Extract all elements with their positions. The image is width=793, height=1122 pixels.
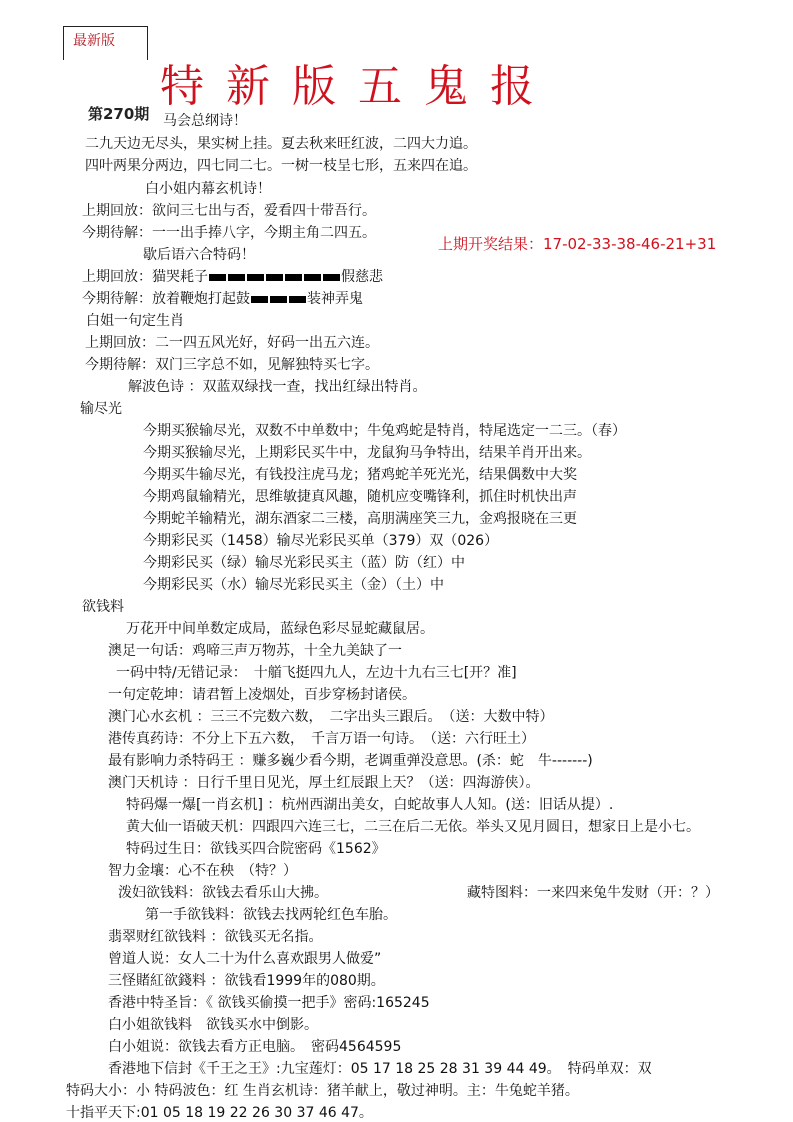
redaction-block-icon xyxy=(247,274,264,281)
line-text: 欲钱料 xyxy=(82,599,124,615)
line-text: 输尽光 xyxy=(80,401,122,417)
line-text: 今期彩民买（绿）输尽光彩民买主（蓝）防（红）中 xyxy=(143,555,465,571)
text-line xyxy=(143,532,498,550)
text-line xyxy=(108,686,416,704)
redaction-block-icon xyxy=(285,274,302,281)
line-text: 上期回放：欲问三七出与否，爱看四十带吾行。 xyxy=(82,203,376,219)
text-line xyxy=(66,1082,579,1100)
text-line xyxy=(108,950,381,968)
line-text: 曾道人说：女人二十为什么喜欢跟男人做爱” xyxy=(108,951,382,967)
line-text: 今期待解：放着鞭炮打起鼓 xyxy=(82,291,250,307)
line-text: 白小姐欲钱料 欲钱买水中倒影。 xyxy=(108,1017,318,1033)
last-draw-result xyxy=(438,233,716,254)
text-line xyxy=(467,884,719,902)
text-line xyxy=(66,1104,373,1122)
text-line xyxy=(85,334,379,352)
text-line xyxy=(82,202,376,220)
text-line xyxy=(86,312,184,330)
line-text: 港传真药诗：不分上下五六数， 千言万语一句诗。 （送：六行旺土） xyxy=(108,731,535,747)
text-line xyxy=(108,928,322,946)
text-line xyxy=(143,444,591,462)
line-text: 一码中特/无错记录： 十艏飞挺四九人，左边十九右三七[开？准] xyxy=(116,665,517,681)
line-text: 翡翠财红欲钱料 ：欲钱买无名指。 xyxy=(108,929,323,945)
text-line xyxy=(143,576,444,594)
text-line xyxy=(85,157,477,175)
redaction-block-icon xyxy=(304,274,321,281)
text-line xyxy=(85,135,477,153)
line-text: 歇后语六合特码！ xyxy=(143,247,255,263)
line-text: 白姐一句定生肖 xyxy=(86,313,184,329)
text-line xyxy=(143,488,577,506)
text-line xyxy=(126,818,700,836)
line-text: 藏特图料：一来四来兔牛发财（开：？） xyxy=(467,885,719,901)
text-line xyxy=(108,862,297,880)
line-text: 第一手欲钱料：欲钱去找两轮红色车胎。 xyxy=(145,907,397,923)
redaction-block-icon xyxy=(323,274,340,281)
text-line xyxy=(118,884,328,902)
line-text: 万花开中间单数定成局，蓝绿色彩尽显蛇藏鼠居。 xyxy=(126,621,434,637)
line-text: 马会总纲诗！ xyxy=(163,113,247,129)
line-text: 今期鸡鼠输精光，思维敏捷真风趣，随机应变嘴锋利，抓住时机快出声 xyxy=(143,489,577,505)
redaction-block-icon xyxy=(228,274,245,281)
line-text: 白小姐内幕玄机诗！ xyxy=(145,181,271,197)
line-text: 特码爆一爆[一肖玄机] ：杭州西湖出美女，白蛇故事人人知。(送：旧话从提）. xyxy=(126,797,614,813)
line-text: 智力金壤：心不在秧 （特？） xyxy=(108,863,297,879)
line-text: 香港地下信封《千王之王》:九宝莲灯：05 17 18 25 28 31 39 44 49。 特码单双：双 xyxy=(108,1061,652,1077)
text-line xyxy=(108,1016,318,1034)
text-line xyxy=(108,730,535,748)
text-line xyxy=(163,112,247,130)
line-text: 特码过生日：欲钱买四合院密码《1562》 xyxy=(126,841,386,857)
version-badge xyxy=(63,26,148,60)
version-badge-label: 最新版 xyxy=(73,33,115,49)
redaction-block-icon xyxy=(251,296,268,303)
text-line xyxy=(108,1060,652,1078)
line-text: 四叶两果分两边，四七同二七。一树一枝呈七形，五来四在追。 xyxy=(85,158,477,174)
redaction-block-icon xyxy=(209,274,226,281)
text-line xyxy=(143,554,465,572)
line-text: 解波色诗 ：双蓝双绿找一查，找出红绿出特肖。 xyxy=(128,379,427,395)
line-text: 二九天边无尽头，果实树上挂。夏去秋来旺红波，二四大力追。 xyxy=(85,136,477,152)
line-text: 今期买猴输尽光，双数不中单数中；牛兔鸡蛇是特肖，特尾选定一二三。（春） xyxy=(143,423,626,439)
text-line xyxy=(108,1038,401,1056)
line-text: 特码大小：小 特码波色：红 生肖玄机诗：猪羊献上，敬过神明。主：牛兔蛇羊猪。 xyxy=(66,1083,579,1099)
text-line xyxy=(82,268,383,286)
line-text: 上期回放：二一四五风光好，好码一出五六连。 xyxy=(85,335,379,351)
text-line xyxy=(143,422,626,440)
text-line xyxy=(143,466,577,484)
redaction-block-icon xyxy=(289,296,306,303)
line-text: 最有影响力杀特码王 ：赚多巍少看今期，老调重弹没意思。(杀：蛇 牛-------) xyxy=(108,753,593,769)
result-label: 上期开奖结果： xyxy=(438,235,544,253)
line-suffix: 装神弄鬼 xyxy=(307,291,363,307)
line-text: 澳足一句话：鸡啼三声万物苏，十全九美缺了一 xyxy=(108,643,402,659)
redaction-block-icon xyxy=(270,296,287,303)
result-value: 17-02-33-38-46-21+31 xyxy=(543,235,717,253)
line-text: 今期买牛输尽光，有钱投注虎马龙；猪鸡蛇羊死光光，结果偶数中大奖 xyxy=(143,467,577,483)
line-text: 白小姐说：欲钱去看方正电脑。 密码4564595 xyxy=(108,1039,402,1055)
line-text: 香港中特圣旨：《 欲钱买偷摸一把手》密码:165245 xyxy=(108,995,430,1011)
text-line xyxy=(116,664,517,682)
text-line xyxy=(108,774,539,792)
text-line xyxy=(108,708,553,726)
text-line xyxy=(82,224,376,242)
line-text: 黄大仙一语破天机：四跟四六连三七，二三在后二无依。举头又见月圆日，想家日上是小七。 xyxy=(126,819,700,835)
text-line xyxy=(82,598,124,616)
line-suffix: 假慈悲 xyxy=(341,269,383,285)
text-line xyxy=(85,356,379,374)
text-line xyxy=(108,972,385,990)
text-line xyxy=(145,180,271,198)
line-text: 今期待解：一一出手捧八字，今期主角二四五。 xyxy=(82,225,376,241)
text-line xyxy=(80,400,122,418)
line-text: 今期彩民买（水）输尽光彩民买主（金）（土）中 xyxy=(143,577,444,593)
text-line xyxy=(82,290,363,308)
line-text: 泼妇欲钱料：欲钱去看乐山大拂。 xyxy=(118,885,328,901)
line-text: 今期蛇羊输精光，湖东酒家二三楼，高朋满座笑三九，金鸡报晓在三更 xyxy=(143,511,577,527)
text-line xyxy=(143,510,577,528)
line-text: 上期回放：猫哭耗子 xyxy=(82,269,208,285)
text-line xyxy=(108,642,402,660)
text-line xyxy=(126,840,386,858)
page-title: 特新版五鬼报 xyxy=(160,61,556,112)
issue-number: 第270期 xyxy=(88,105,150,123)
line-text: 今期待解：双门三字总不如，见解独特买七字。 xyxy=(85,357,379,373)
text-line xyxy=(126,620,434,638)
redaction-block-icon xyxy=(266,274,283,281)
line-text: 今期买猴输尽光，上期彩民买牛中，龙鼠狗马争特出，结果羊肖开出来。 xyxy=(143,445,591,461)
line-text: 澳门天机诗 ：日行千里日见光，厚土红辰跟上天？（送：四海游侠）。 xyxy=(108,775,540,791)
text-line xyxy=(108,994,430,1012)
line-text: 一句定乾坤：请君暂上凌烟处，百步穿杨封诸侯。 xyxy=(108,687,416,703)
line-text: 十指平天下:01 05 18 19 22 26 30 37 46 47。 xyxy=(66,1105,373,1121)
line-text: 今期彩民买（1458）输尽光彩民买单（379）双（026） xyxy=(143,533,499,549)
line-text: 三怪賭紅欲錢料 ：欲钱看1999年的080期。 xyxy=(108,973,385,989)
line-text: 澳门心水玄机 ：三三不完数六数， 二字出头三跟后。 （送：大数中特） xyxy=(108,709,554,725)
text-line xyxy=(108,752,593,770)
text-line xyxy=(126,796,613,814)
text-line xyxy=(145,906,397,924)
text-line xyxy=(128,378,426,396)
text-line xyxy=(143,246,255,264)
